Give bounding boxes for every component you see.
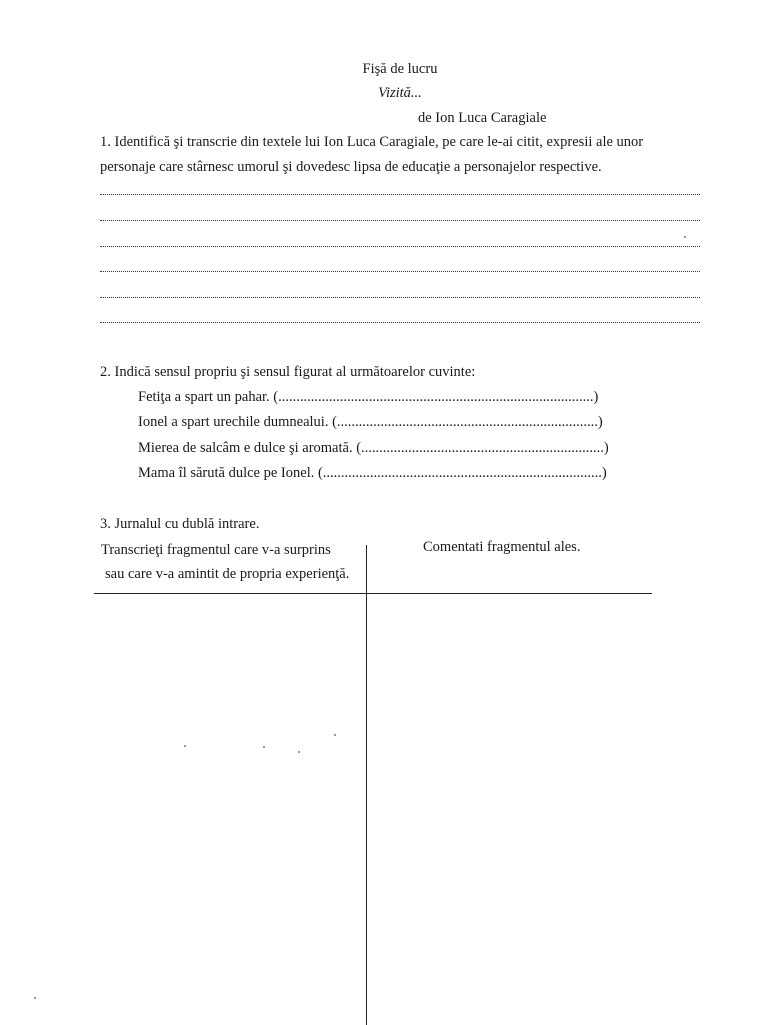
journal-horizontal-rule [94, 593, 652, 594]
answer-line [100, 271, 700, 272]
exercise3-title: 3. Jurnalul cu dublă intrare. [100, 516, 260, 532]
work-title: Vizită... [378, 85, 422, 101]
journal-right-header: Comentati fragmentul ales. [423, 539, 581, 555]
exercise2-item: Ionel a spart urechile dumnealui. (........................................................................) [138, 414, 603, 430]
scan-speck [263, 746, 265, 748]
scan-speck [184, 745, 186, 747]
worksheet-title: Fişă de lucru [362, 61, 438, 77]
exercise1-text-line1: 1. Identifică şi transcrie din textele lui Ion Luca Caragiale, pe care le-ai citit, expresii ale unor [100, 134, 644, 150]
exercise2-item: Mierea de salcâm e dulce şi aromată. (...................................................................) [138, 440, 609, 456]
journal-left-header-line1: Transcrieţi fragmentul care v-a surprins [101, 542, 331, 558]
answer-line [100, 297, 700, 298]
answer-line [100, 220, 700, 221]
journal-vertical-divider [366, 545, 367, 1025]
exercise2-item: Mama îl sărută dulce pe Ionel. (.............................................................................) [138, 465, 607, 481]
scan-speck [34, 997, 36, 999]
scan-speck [298, 751, 300, 753]
scan-speck [334, 734, 336, 736]
scan-speck [684, 236, 686, 238]
answer-line [100, 322, 700, 323]
answer-line [100, 246, 700, 247]
exercise2-prompt: 2. Indică sensul propriu şi sensul figurat al următoarelor cuvinte: [100, 364, 476, 380]
exercise1-text-line2: personaje care stârnesc umorul şi dovedesc lipsa de educaţie a personajelor respective. [100, 159, 602, 175]
answer-line [100, 194, 700, 195]
journal-left-header-line2: sau care v-a amintit de propria experienţă. [105, 566, 350, 582]
exercise2-item: Fetiţa a spart un pahar. (.......................................................................................) [138, 389, 599, 405]
author-line: de Ion Luca Caragiale [418, 110, 547, 126]
